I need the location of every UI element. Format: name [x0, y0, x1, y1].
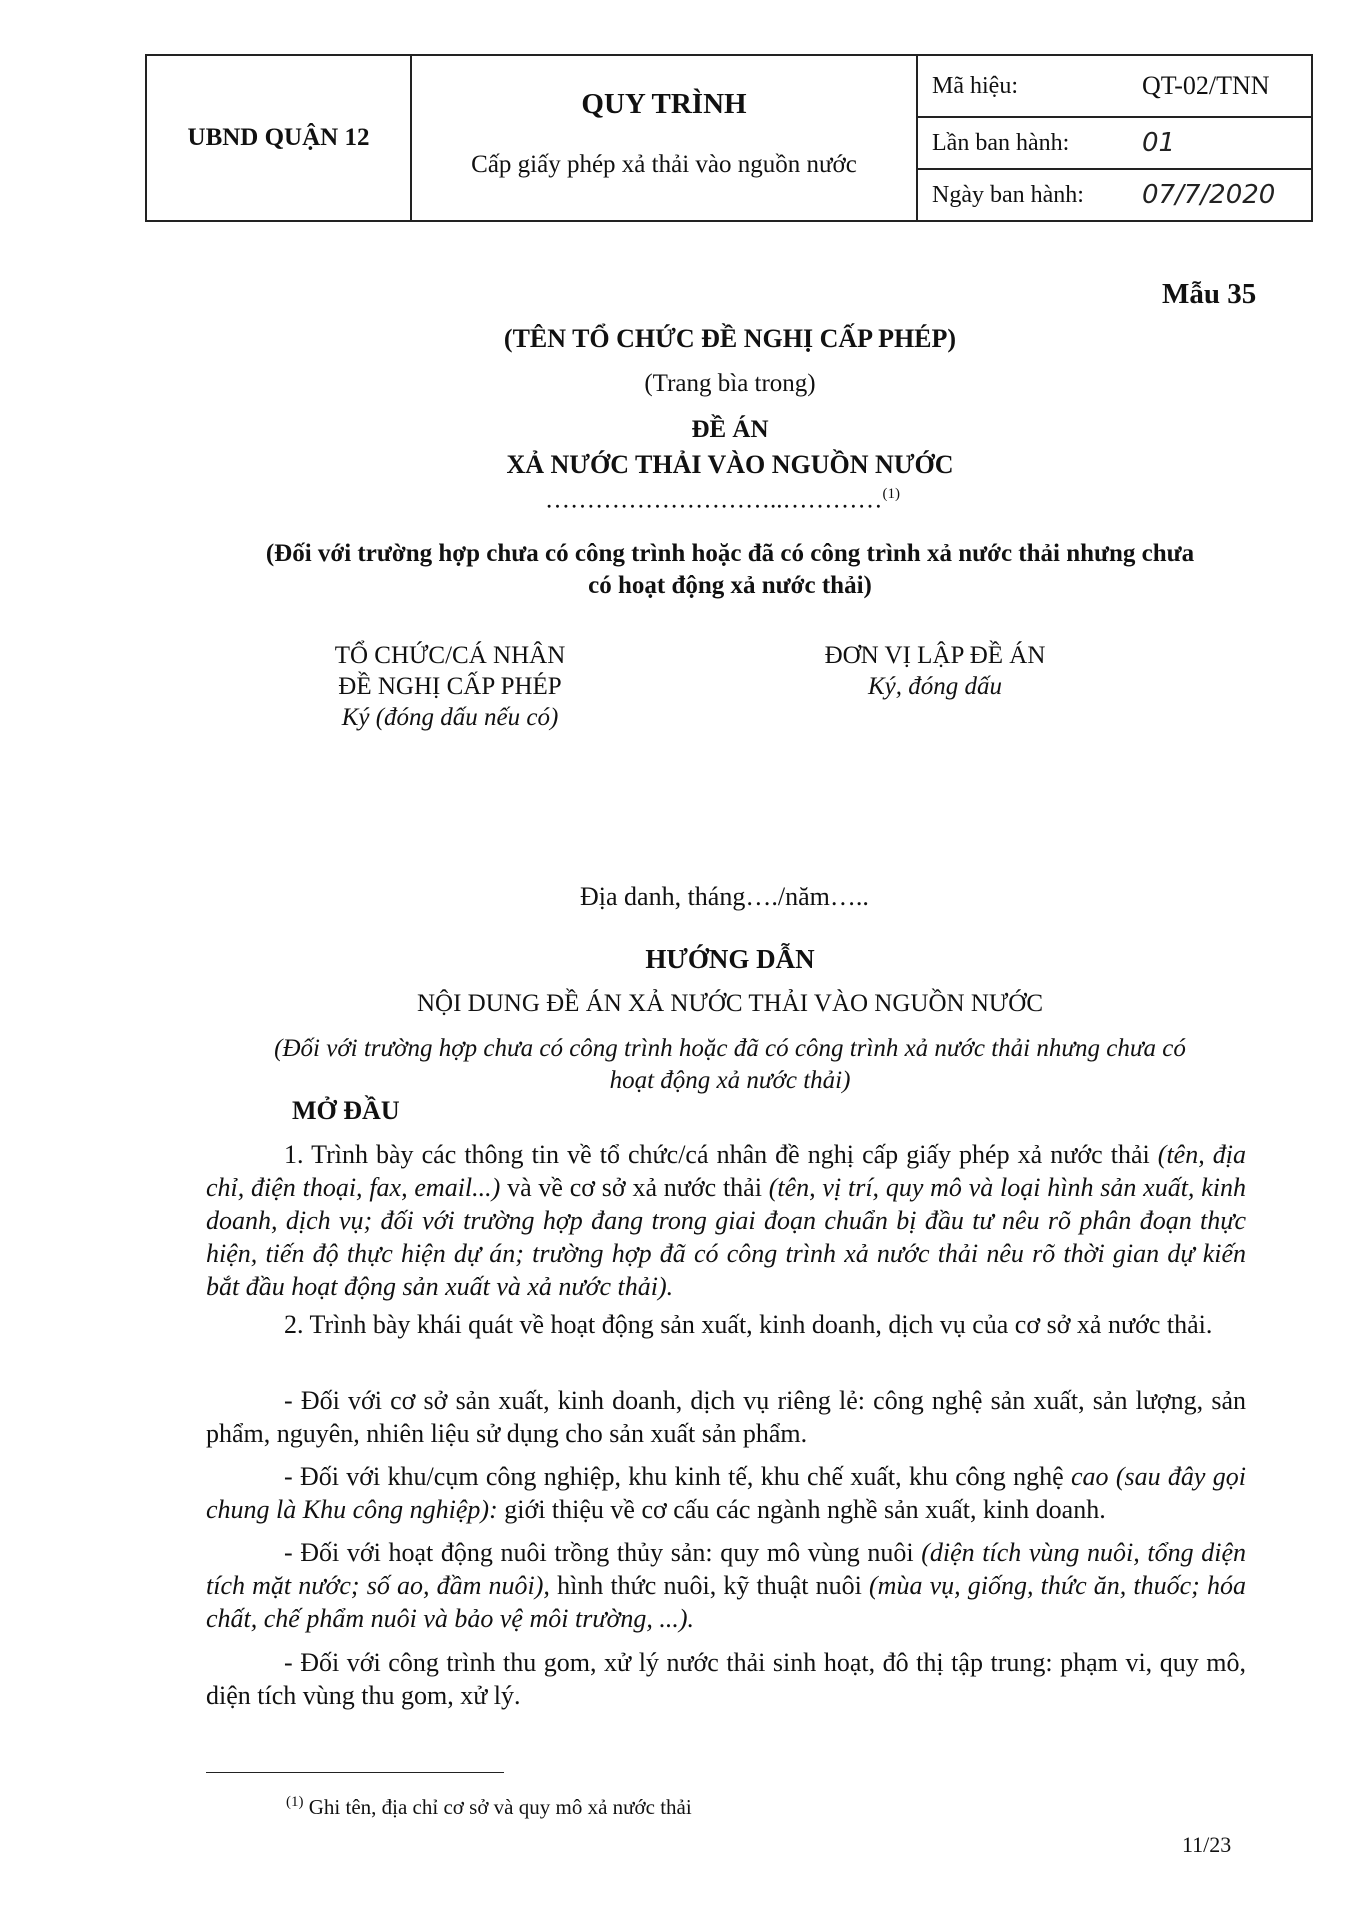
paragraph-4-text: - Đối với khu/cụm công nghiệp, khu kinh tế, khu chế xuất, khu công nghệ [284, 1462, 1071, 1491]
place-date: Địa danh, tháng…./năm….. [580, 882, 869, 911]
signature-left-note: Ký (đóng dấu nếu có) [341, 704, 559, 731]
code-label: Mã hiệu: [917, 55, 1142, 117]
header-table [145, 54, 1313, 222]
page-number: 11/23 [1182, 1832, 1232, 1857]
signature-left [250, 640, 650, 733]
paragraph-6: - Đối với công trình thu gom, xử lý nước thải sinh hoạt, đô thị tập trung: phạm vi, quy mô, diện tích vùng thu gom, xử lý. [206, 1648, 1246, 1710]
issue-value-cell [1142, 117, 1312, 169]
footnote [286, 1794, 692, 1820]
guide-note-line-2: hoạt động xả nước thải) [609, 1067, 851, 1094]
case-note-line-2: có hoạt động xả nước thải) [588, 572, 872, 599]
paragraph-1-italic-1: (tên, địa chỉ, điện thoại, fax, email...) [206, 1140, 1246, 1202]
paragraph-1 [206, 1138, 1246, 1303]
footnote-text: Ghi tên, địa chỉ cơ sở và quy mô xả nước thải [303, 1795, 692, 1819]
footnote-marker: (1) [286, 1794, 304, 1810]
guide-subheading: NỘI DUNG ĐỀ ÁN XẢ NƯỚC THẢI VÀO NGUỒN NƯỚC [416, 990, 1044, 1017]
issue-label: Lần ban hành: [917, 117, 1142, 169]
case-note-line-1: (Đối với trường hợp chưa có công trình hoặc đã có công trình xả nước thải nhưng chưa [265, 540, 1195, 567]
date-value: 07/7/2020 [1142, 180, 1276, 210]
issue-value: 01 [1142, 128, 1176, 158]
date-value-cell [1142, 169, 1312, 221]
signature-right-note: Ký, đóng dấu [867, 673, 1003, 700]
signature-right [735, 640, 1135, 702]
cover-title-1: ĐỀ ÁN [691, 416, 769, 443]
paragraph-4-italic: cao (sau đây gọi chung là Khu công nghiệp): [206, 1462, 1246, 1524]
cover-dots-line [545, 486, 900, 514]
procedure-subtitle: Cấp giấy phép xả thải vào nguồn nước [471, 150, 857, 178]
paragraph-3: - Đối với cơ sở sản xuất, kinh doanh, dịch vụ riêng lẻ: công nghệ sản xuất, sản lượng, sản phẩm, nguyên, nhiên liệu sử dụng cho sản xuất sản phẩm. [206, 1386, 1246, 1448]
cover-title-2: XẢ NƯỚC THẢI VÀO NGUỒN NƯỚC [506, 450, 954, 479]
procedure-title: QUY TRÌNH [581, 87, 747, 120]
intro-heading: MỞ ĐẦU [292, 1096, 400, 1125]
paragraph-4 [206, 1460, 1246, 1526]
paragraph-5 [206, 1536, 1246, 1635]
paragraph-5-italic-2: (mùa vụ, giống, thức ăn, thuốc; hóa chất, chế phẩm nuôi và bảo vệ môi trường, ...). [206, 1571, 1246, 1633]
inner-cover-note: (Trang bìa trong) [644, 370, 816, 397]
paragraph-5-text: - Đối với hoạt động nuôi trồng thủy sản: quy mô vùng nuôi [284, 1538, 922, 1567]
org-cell [146, 55, 411, 221]
date-label: Ngày ban hành: [917, 169, 1142, 221]
procedure-cell [411, 55, 917, 221]
guide-note-line-1: (Đối với trường hợp chưa có công trình hoặc đã có công trình xả nước thải nhưng chưa có [274, 1035, 1186, 1062]
footnote-ref-1: (1) [882, 486, 900, 502]
paragraph-2: 2. Trình bày khái quát về hoạt động sản xuất, kinh doanh, dịch vụ của cơ sở xả nước thải. [284, 1310, 1213, 1339]
paragraph-1-text-2: và về cơ sở xả nước thải [500, 1173, 769, 1202]
code-value: QT-02/TNN [1142, 71, 1270, 100]
paragraph-5-text-2: hình thức nuôi, kỹ thuật nuôi [549, 1571, 870, 1600]
signature-left-line-2: ĐỀ NGHỊ CẤP PHÉP [338, 673, 562, 700]
form-number: Mẫu 35 [1162, 278, 1257, 310]
paragraph-4-text-2: giới thiệu về cơ cấu các ngành nghề sản xuất, kinh doanh. [497, 1495, 1106, 1524]
org-placeholder: (TÊN TỔ CHỨC ĐỀ NGHỊ CẤP PHÉP) [503, 324, 957, 353]
guide-heading: HƯỚNG DẪN [645, 944, 815, 974]
paragraph-5-italic-1: (diện tích vùng nuôi, tổng diện tích mặt nước; số ao, đầm nuôi), [206, 1538, 1246, 1600]
signature-left-line-1: TỔ CHỨC/CÁ NHÂN [334, 642, 566, 669]
cover-dots: ………………………..………… [545, 486, 883, 514]
paragraph-1-italic-2: (tên, vị trí, quy mô và loại hình sản xuất, kinh doanh, dịch vụ; đối với trường hợp đang trong giai đoạn chuẩn bị đầu tư nêu rõ phân đoạn thực hiện, tiến độ thực hiện dự án; trường hợp đã có công trình xả nước thải nêu rõ thời gian dự kiến bắt đầu hoạt động sản xuất và xả nước thải). [206, 1173, 1246, 1301]
paragraph-1-text: 1. Trình bày các thông tin về tổ chức/cá nhân đề nghị cấp giấy phép xả nước thải [284, 1140, 1158, 1169]
footnote-divider [206, 1772, 504, 1773]
signature-right-line-1: ĐƠN VỊ LẬP ĐỀ ÁN [824, 642, 1046, 669]
code-value-cell [1142, 55, 1312, 117]
org-name: UBND QUẬN 12 [187, 124, 370, 151]
